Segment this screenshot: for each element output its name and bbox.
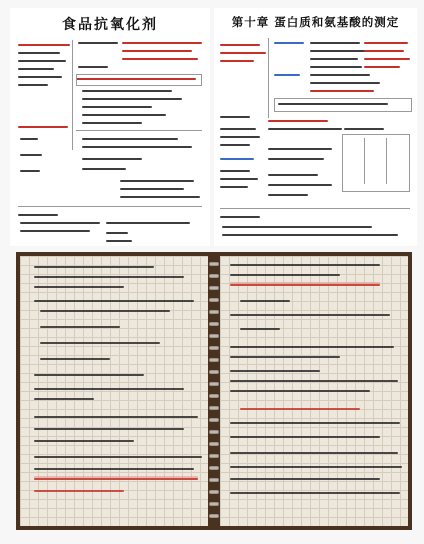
notebook-spiral-binding <box>209 256 219 526</box>
protein-notes-title: 第十章 蛋白质和氨基酸的测定 <box>231 15 400 29</box>
notebook-left-page <box>20 256 208 526</box>
antioxidant-notes-panel <box>10 8 210 246</box>
notebook-right-page <box>220 256 408 526</box>
protein-notes-panel <box>214 8 417 246</box>
notebook-photo <box>16 252 412 530</box>
antioxidant-notes-title: 食品抗氧化剂 <box>62 17 158 33</box>
